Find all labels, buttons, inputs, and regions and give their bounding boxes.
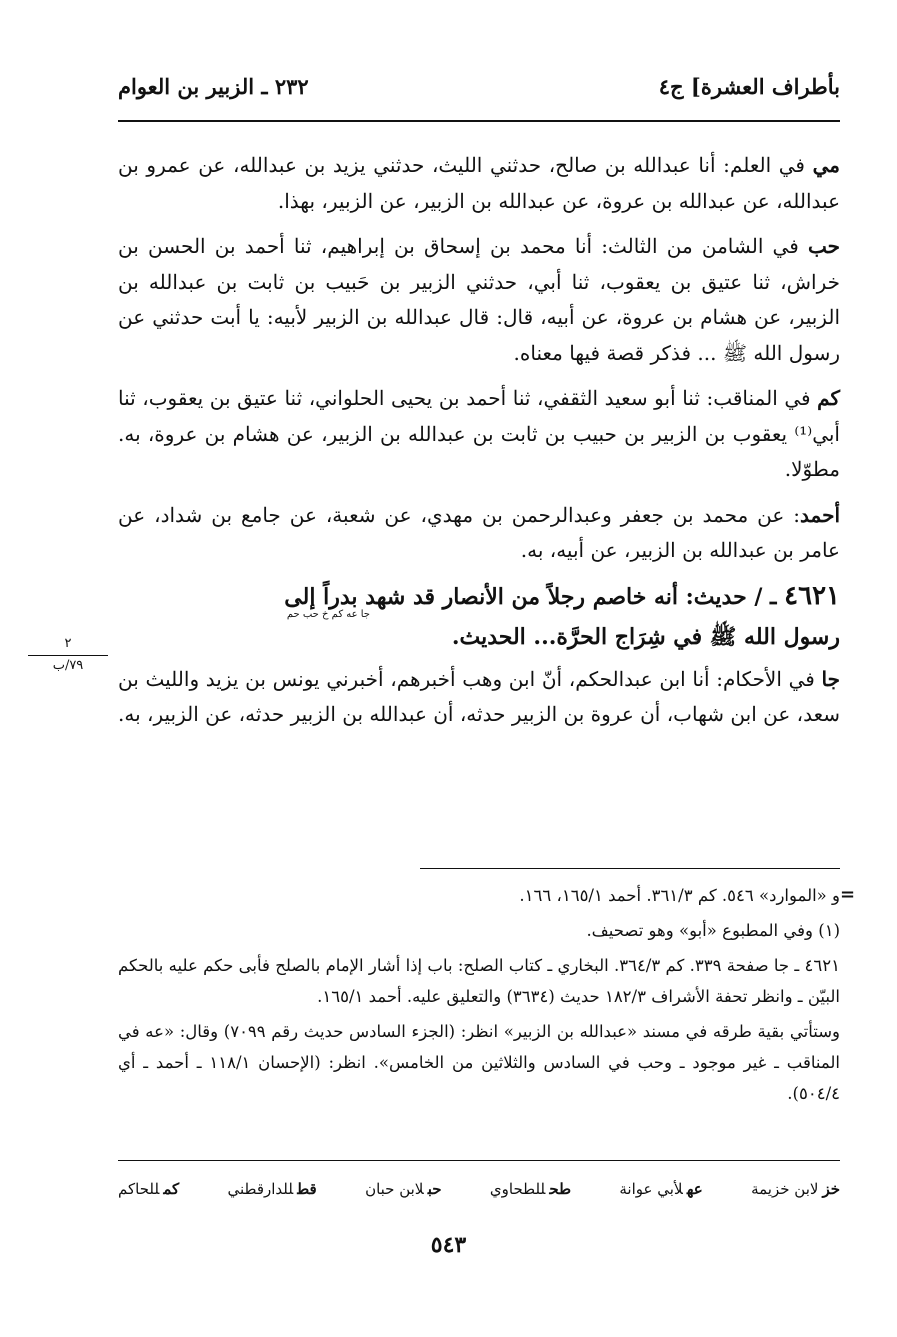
- abbreviation-key: [118, 1180, 840, 1198]
- hadith-text-line2: رسول الله ﷺ في شِرَاج الحرَّة... الحديث.: [451, 623, 840, 650]
- paragraph: [118, 498, 840, 569]
- page-number: ٥٤٣: [430, 1232, 467, 1258]
- folio-note-bottom: ٧٩/ب: [52, 658, 84, 673]
- abbreviation-item: عهلأبي عوانة: [619, 1180, 703, 1198]
- footnote-line: و «الموارد» ٥٤٦. كم ٣٦١/٣. أحمد ١٦٥/١، ١٦٦.: [519, 886, 840, 905]
- paragraph-source: أحمد: [800, 502, 840, 527]
- abbreviation-item: كمللحاكم: [118, 1180, 180, 1198]
- folio-note-top: ٢: [64, 636, 72, 651]
- footnote-line: وستأتي بقية طرقه في مسند «عبدالله بن الزبير» انظر: (الجزء السادس حديث رقم ٧٠٩٩) وقال: «عه في المناقب ـ غير موجود ـ وحب في السادس والثلاثين من الخامس». انظر: (الإحسان ١١٨/١ ـ أحمد ـ أي ٥٠٤/٤).: [118, 1022, 840, 1103]
- header-volume-title: بأطراف العشرة] ج٤: [658, 74, 840, 99]
- continuation-mark: =: [840, 884, 856, 905]
- manuscript-folio-note: [28, 636, 108, 673]
- footnote-divider: [420, 868, 840, 869]
- paragraph-text: في الشامن من الثالث: أنا محمد بن إسحاق بن إبراهيم، ثنا أحمد بن الحسن بن خراش، ثنا عتيق بن يعقوب، ثنا أبي، حدثني الزبير بن حَبيب بن ثابت بن عبدالله بن الزبير، عن هشام بن عروة، عن أبيه، قال: قال عبدالله بن الزبير لأبيه: يا أبت حدثني عن رسول الله ﷺ ... فذكر قصة فيها معناه.: [118, 234, 840, 365]
- sigla-divider: [118, 1160, 840, 1161]
- running-header: [118, 66, 840, 110]
- abbreviation-item: حبلابن حبان: [365, 1180, 442, 1198]
- header-musnad-title: ٢٣٢ ـ الزبير بن العوام: [118, 74, 309, 99]
- paragraph: [118, 229, 840, 371]
- paragraph: [118, 148, 840, 219]
- footnote-line: ٤٦٢١ ـ جا صفحة ٣٣٩. كم ٣٦٤/٣. البخاري ـ كتاب الصلح: باب إذا أشار الإمام بالصلح فأبى حكم عليه بالحكم البيّن ـ وانظر تحفة الأشراف ١٨٢/٣ حديث (٣٦٣٤) والتعليق عليه. أحمد ١٦٥/١.: [118, 956, 840, 1006]
- paragraph-text: : عن محمد بن جعفر وعبدالرحمن بن مهدي، عن شعبة، عن جامع بن شداد، عن عامر بن عبدالله بن الزبير، عن أبيه، به.: [118, 502, 840, 562]
- paragraph: [118, 381, 840, 488]
- footnotes: [118, 880, 840, 1113]
- paragraph: [118, 662, 840, 733]
- hadith-sources: جا عه كم خ حب حم: [286, 608, 370, 620]
- paragraph-text: في الأحكام: أنا ابن عبدالحكم، أنّ ابن وهب أخبرهم، أخبرني يونس بن يزيد والليث بن سعد، عن ابن شهاب، أن عروة بن الزبير حدثه، أن عبدالله بن الزبير حدثه، عن الزبير، به.: [117, 666, 840, 726]
- footnote-line: (١) وفي المطبوع «أبو» وهو تصحيف.: [586, 921, 840, 940]
- paragraph-source: جا: [821, 666, 840, 691]
- hadith-number: ٤٦٢١: [784, 580, 840, 611]
- paragraph-text: في المناقب: ثنا أبو سعيد الثقفي، ثنا أحمد بن يحيى الحلواني، ثنا عتيق بن يعقوب، ثنا أبي⁽¹⁾ يعقوب بن الزبير بن حبيب بن ثابت بن عبدالله بن الزبير، عن هشام بن عروة، به. مطوّلا.: [118, 386, 840, 481]
- abbreviation-item: خزلابن خزيمة: [751, 1180, 840, 1198]
- paragraph-source: حب: [807, 234, 840, 258]
- paragraph-source: مي: [812, 153, 840, 177]
- abbreviation-item: قطللدارقطني: [227, 1180, 317, 1198]
- header-divider: [118, 120, 840, 122]
- paragraph-source: كم: [817, 386, 840, 410]
- hadith-text-line1: ـ / حديث: أنه خاصم رجلاً من الأنصار قد شهد بدراً إلى: [284, 583, 785, 610]
- folio-note-rule: [28, 655, 108, 656]
- paragraph-text: في العلم: أنا عبدالله بن صالح، حدثني الليث، حدثني يزيد بن عبدالله، عن عمرو بن عبدالله، عن عبدالله بن عروة، عن عبدالله بن الزبير، عن الزبير، بهذا.: [118, 153, 840, 213]
- hadith-heading: [118, 579, 840, 654]
- abbreviation-item: طحللطحاوي: [489, 1180, 572, 1198]
- main-text: [118, 148, 840, 743]
